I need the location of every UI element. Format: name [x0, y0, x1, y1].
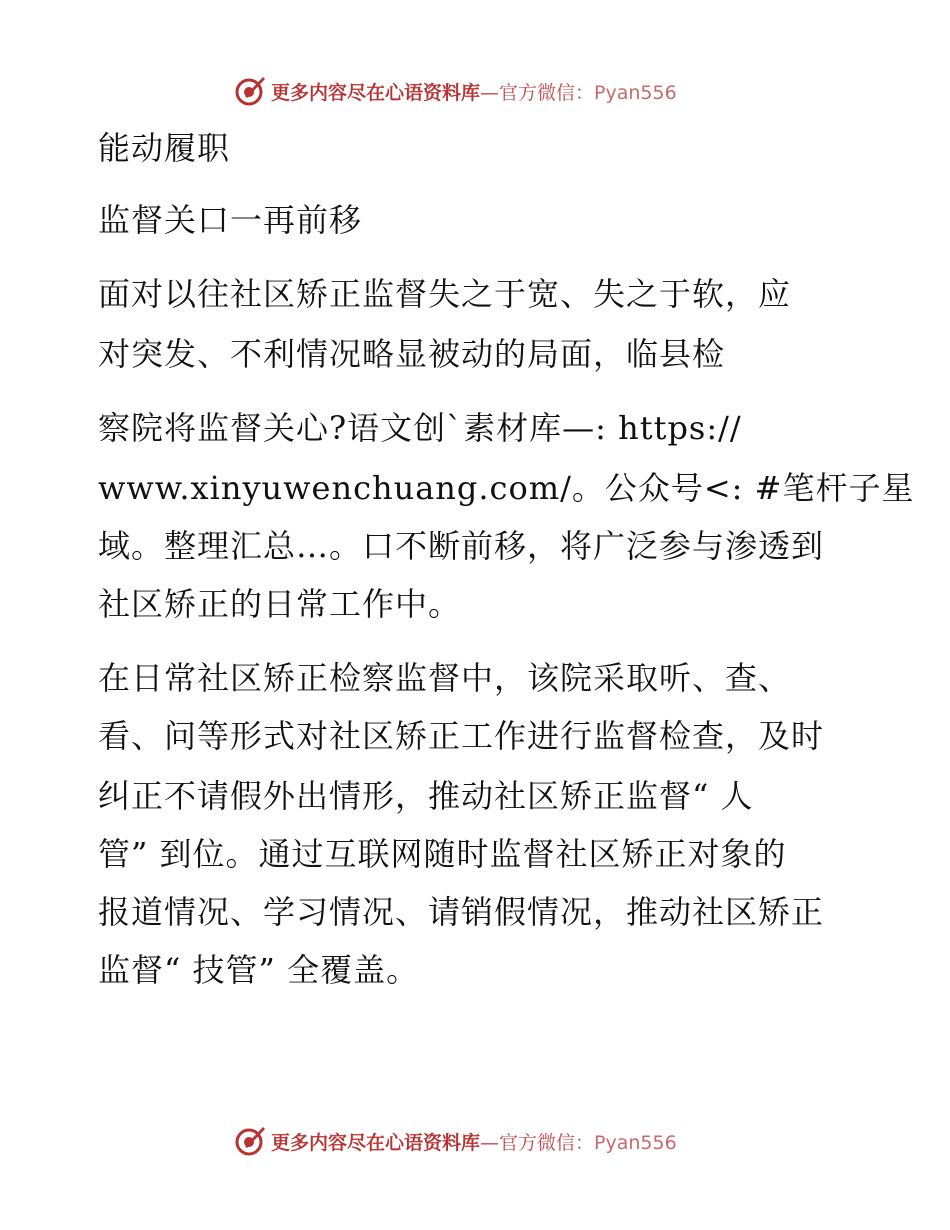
paragraph-line: 面对以往社区矫正监督失之于宽、失之于软，应: [98, 275, 792, 313]
banner-highlight: 更多内容尽在心语资料库: [271, 81, 481, 104]
section-title: 能动履职: [98, 129, 231, 167]
paragraph-line: www.xinyuwenchuang.com/。公众号<: #笔杆子星: [98, 469, 915, 507]
paragraph-line: 监督“ 技管” 全覆盖。: [98, 951, 420, 989]
banner-dash: —: [480, 81, 500, 104]
paragraph-line: 在日常社区矫正检察监督中，该院采取听、查、: [98, 659, 792, 697]
banner-text: [271, 78, 677, 105]
footer-banner: [233, 1124, 677, 1158]
header-banner: [233, 74, 677, 108]
banner-wechat-id: Pyan556: [594, 81, 677, 104]
banner-label: 官方微信：: [499, 1131, 595, 1154]
section-subtitle: 监督关口一再前移: [98, 201, 363, 239]
banner-highlight: 更多内容尽在心语资料库: [271, 1131, 481, 1154]
paragraph-line: 管” 到位。通过互联网随时监督社区矫正对象的: [98, 835, 787, 873]
banner-label: 官方微信：: [499, 81, 595, 104]
quill-logo-icon: [233, 1124, 267, 1158]
paragraph-line: 对突发、不利情况略显被动的局面，临县检: [98, 335, 726, 373]
paragraph-line: 看、问等形式对社区矫正工作进行监督检查，及时: [98, 717, 825, 755]
quill-logo-icon: [233, 74, 267, 108]
paragraph-line: 察院将监督关心?语文创`素材库—: https://: [98, 409, 742, 447]
banner-dash: —: [480, 1131, 500, 1154]
banner-wechat-id: Pyan556: [594, 1131, 677, 1154]
banner-text: [271, 1128, 677, 1155]
paragraph-line: 报道情况、学习情况、请销假情况，推动社区矫正: [98, 893, 825, 931]
paragraph-line: 社区矫正的日常工作中。: [98, 585, 462, 623]
paragraph-line: 纠正不请假外出情形，推动社区矫正监督“ 人: [98, 777, 754, 815]
paragraph-line: 域。整理汇总…。口不断前移，将广泛参与渗透到: [98, 527, 825, 565]
